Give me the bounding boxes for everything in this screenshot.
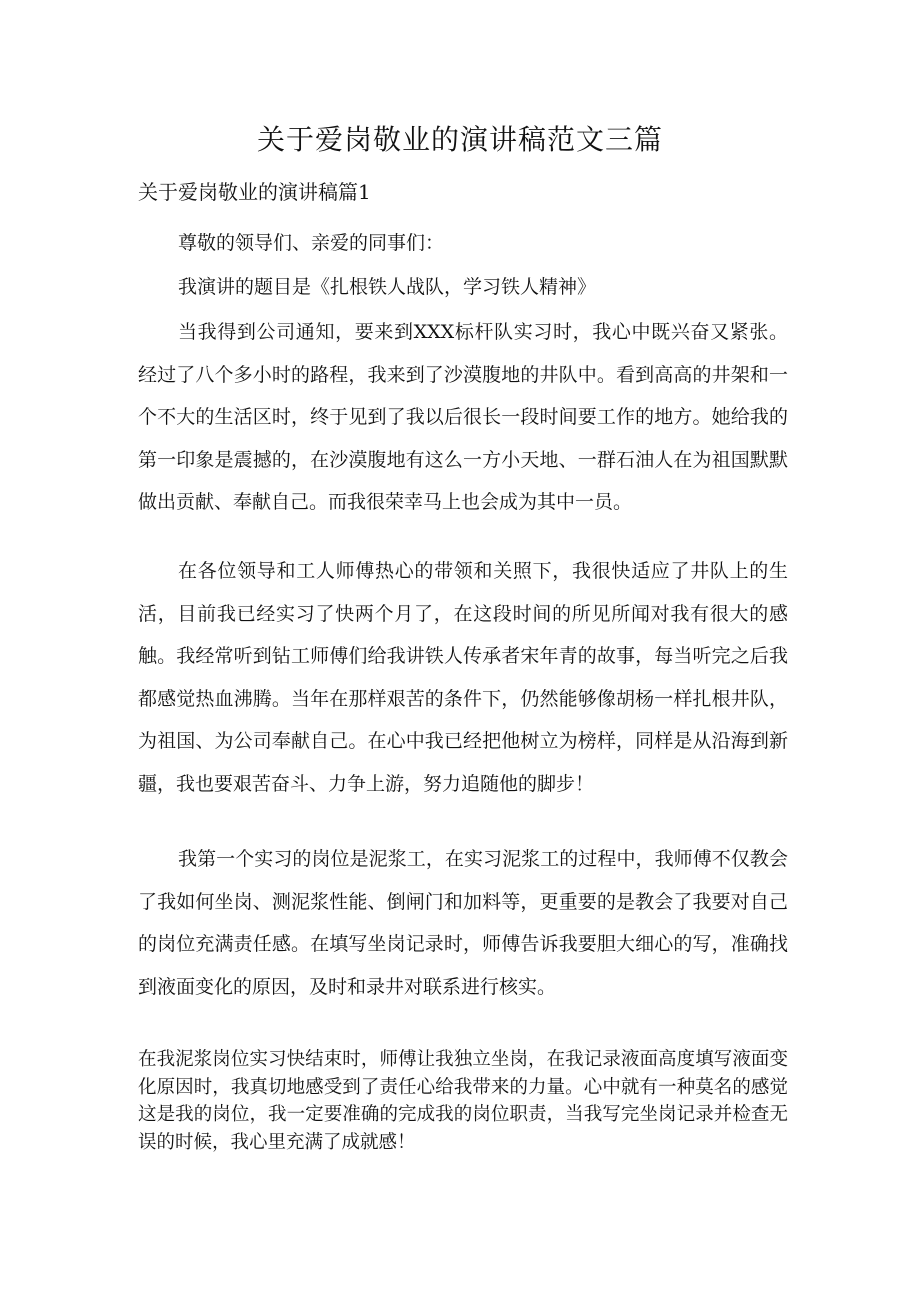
- paragraph-1: 当我得到公司通知，要来到XXX标杆队实习时，我心中既兴奋又紧张。经过了八个多小时的路程，我来到了沙漠腹地的井队中。看到高高的井架和一个不大的生活区时，终于见到了我以后很长一段时间要工作的地方。她给我的第一印象是震撼的，在沙漠腹地有这么一方小天地、一群石油人在为祖国默默做出贡献、奉献自己。而我很荣幸马上也会成为其中一员。: [138, 321, 788, 513]
- speech-topic: 我演讲的题目是《扎根铁人战队，学习铁人精神》: [178, 276, 597, 298]
- paragraph-4-block: [138, 1046, 788, 1156]
- paragraph-3-block: [138, 838, 788, 1008]
- section-heading: 关于爱岗敬业的演讲稿篇1: [138, 180, 371, 204]
- paragraph-1-block: [138, 311, 788, 524]
- paragraph-2: 在各位领导和工人师傅热心的带领和关照下，我很快适应了井队上的生活，目前我已经实习了快两个月了，在这段时间的所见所闻对我有很大的感触。我经常听到钻工师傅们给我讲铁人传承者宋年青的故事，每当听完之后我都感觉热血沸腾。当年在那样艰苦的条件下，仍然能够像胡杨一样扎根井队，为祖国、为公司奉献自己。在心中我已经把他树立为榜样，同样是从沿海到新疆，我也要艰苦奋斗、力争上游，努力追随他的脚步！: [138, 560, 788, 795]
- paragraph-3: 我第一个实习的岗位是泥浆工，在实习泥浆工的过程中，我师傅不仅教会了我如何坐岗、测泥浆性能、倒闸门和加料等，更重要的是教会了我要对自己的岗位充满责任感。在填写坐岗记录时，师傅告诉我要胆大细心的写，准确找到液面变化的原因，及时和录井对联系进行核实。: [138, 848, 788, 998]
- salutation-block: [138, 222, 788, 265]
- paragraph-2-block: [138, 550, 788, 805]
- topic-block: [138, 266, 788, 309]
- document-title: 关于爱岗敬业的演讲稿范文三篇: [256, 123, 663, 156]
- salutation: 尊敬的领导们、亲爱的同事们：: [178, 232, 445, 254]
- paragraph-4: 在我泥浆岗位实习快结束时，师傅让我独立坐岗，在我记录液面高度填写液面变化原因时，我真切地感受到了责任心给我带来的力量。心中就有一种莫名的感觉这是我的岗位，我一定要准确的完成我的岗位职责，当我写完坐岗记录并检查无误的时候，我心里充满了成就感！: [138, 1049, 788, 1153]
